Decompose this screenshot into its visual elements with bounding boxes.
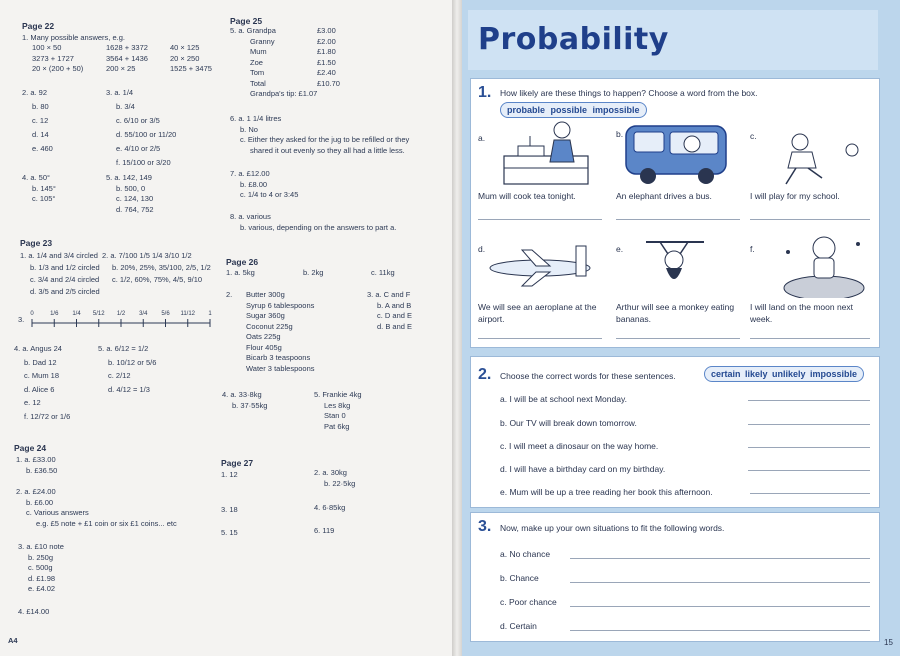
p22-q1-c3-2: 1525 + 3475	[170, 64, 212, 73]
p25-q5-names	[230, 26, 317, 100]
p23-q5-a: 5. a. 6/12 = 1/2	[98, 344, 149, 353]
q2-item-e: e. Mum will be up a tree reading her book this afternoon.	[500, 487, 713, 497]
p26-water: Water 3 tablespoons	[246, 363, 315, 373]
q2-word-box: certain likely unlikely impossible	[704, 366, 864, 382]
q1-answer-line-f[interactable]	[750, 338, 870, 339]
p25-q8	[230, 212, 396, 233]
q1-answer-line-e[interactable]	[616, 338, 740, 339]
p26-q2-num: 2.	[226, 290, 233, 299]
q3-answer-line-d[interactable]	[570, 630, 870, 631]
q2-answer-line-b[interactable]	[748, 424, 870, 425]
p26-stan: Stan 0	[324, 411, 346, 420]
number-line-tick-label: 1/6	[50, 311, 59, 317]
number-line-tick-label: 5/6	[161, 311, 170, 317]
p22-q4-b: b. 145°	[32, 183, 56, 193]
p25-q8-b: b. various, depending on the answers to part a.	[240, 222, 397, 232]
p26-q2	[246, 290, 315, 374]
p25-q7	[230, 169, 298, 201]
p23-q5-d: d. 4/12 = 1/3	[108, 384, 150, 394]
p24-q1-b: b. £36.50	[26, 465, 58, 475]
p25-q5-tom: Tom	[250, 68, 265, 77]
p22-q3-e: e. 4/10 or 2/5	[116, 144, 161, 153]
p26-q1-b: b. 2kg	[303, 268, 324, 277]
q1-caption-c: I will play for my school.	[750, 191, 840, 201]
p23-q1	[20, 250, 100, 298]
book-gutter	[452, 0, 462, 656]
p22-q2-d: d. 14	[32, 130, 49, 139]
p22-q1-col3	[170, 43, 212, 75]
p23-q3-label: 3.	[18, 315, 25, 324]
p24-q4: 4. £14.00	[18, 607, 50, 616]
p23-q4-c: c. Mum 18	[24, 371, 60, 380]
p22-q1-text: 1. Many possible answers, e.g.	[22, 33, 125, 42]
p24-q3-c: c. 500g	[28, 563, 53, 572]
p22-q3-f: f. 15/100 or 3/20	[116, 158, 171, 167]
aeroplane-illustration	[486, 244, 604, 290]
p24-q3-a: 3. a. £10 note	[18, 542, 64, 551]
q2-item-b: b. Our TV will break down tomorrow.	[500, 418, 637, 428]
p22-q1-c1-2: 20 × (200 + 50)	[32, 64, 84, 73]
q1-caption-f: I will land on the moon next week.	[750, 302, 854, 324]
q1-caption-a: Mum will cook tea tonight.	[478, 191, 576, 201]
p23-q1-a: 1. a. 1/4 and 3/4 circled	[20, 251, 98, 260]
p24-q2-a: 2. a. £24.00	[16, 487, 56, 496]
child-football-illustration	[756, 128, 866, 190]
p26-q3	[367, 290, 412, 332]
p25-q5-mum: Mum	[250, 47, 267, 56]
q1-answer-line-b[interactable]	[616, 219, 740, 220]
p22-q1-c2-0: 1628 + 3372	[106, 43, 148, 52]
p27-q3: 3. 18	[221, 505, 238, 514]
q1-instruction: How likely are these things to happen? Choose a word from the box.	[500, 88, 758, 98]
p22-q1-c1-0: 100 × 50	[32, 43, 62, 52]
q3-item-b: b. Chance	[500, 573, 539, 583]
p24-q1	[16, 455, 57, 476]
p26-q5	[314, 390, 362, 432]
q2-number: 2.	[478, 366, 492, 383]
p25-q5-v3: £1.50	[317, 57, 336, 67]
p23-q5-c: c. 2/12	[108, 371, 131, 380]
q1-letter-e: e.	[616, 244, 624, 254]
p27-q5: 5. 15	[221, 528, 238, 537]
p25-q8-a: 8. a. various	[230, 212, 271, 221]
p25-q5-v0: £3.00	[317, 26, 336, 35]
p26-frankie: 5. Frankie 4kg	[314, 390, 362, 399]
p23-q4-e: e. 12	[24, 398, 41, 407]
p25-q5-tip: Grandpa's tip: £1.07	[250, 89, 318, 98]
monkey-banana-illustration	[640, 236, 710, 300]
p23-q2-b: b. 20%, 25%, 35/100, 2/5, 1/2	[112, 263, 211, 272]
page23-heading: Page 23	[20, 238, 53, 248]
p23-q2-c: c. 1/2, 60%, 75%, 4/5, 9/10	[112, 275, 203, 284]
p25-q6-b: b. No	[240, 124, 258, 134]
p26-coconut: Coconut 225g	[246, 321, 293, 331]
p24-q2-b: b. £6.00	[26, 497, 54, 507]
page27-heading: Page 27	[221, 458, 254, 468]
p27-q2-a: 2. a. 30kg	[314, 468, 347, 477]
p26-butter: Butter 300g	[246, 290, 285, 299]
p25-q6	[230, 114, 409, 156]
q3-answer-line-c[interactable]	[570, 606, 870, 607]
p24-q3-d: d. £1.98	[28, 573, 56, 583]
p22-q5-d: d. 764, 752	[116, 204, 154, 214]
p23-q4-d: d. Alice 6	[24, 384, 55, 394]
q3-answer-line-b[interactable]	[570, 582, 870, 583]
p27-q2-b: b. 22·5kg	[324, 478, 356, 488]
p24-q2-eg: e.g. £5 note + £1 coin or six £1 coins... etc	[36, 518, 177, 528]
q1-letter-b: b.	[616, 129, 624, 139]
q2-answer-line-a[interactable]	[748, 400, 870, 401]
p25-q6-a: 6. a. 1 1/4 litres	[230, 114, 282, 123]
p22-q3-c: c. 6/10 or 3/5	[116, 116, 160, 125]
q1-caption-d: We will see an aeroplane at the airport.	[478, 302, 597, 324]
p26-flour: Flour 405g	[246, 342, 282, 352]
p26-bicarb: Bicarb 3 teaspoons	[246, 353, 311, 362]
p27-q2	[314, 468, 355, 489]
p27-q4: 4. 6·85kg	[314, 503, 346, 512]
number-line-tick-label: 1/4	[72, 311, 81, 317]
number-line-tick-label: 3/4	[139, 311, 148, 317]
p24-q1-a: 1. a. £33.00	[16, 455, 56, 464]
q3-instruction: Now, make up your own situations to fit the following words.	[500, 523, 725, 533]
p22-q2-a: 2. a. 92	[22, 88, 48, 97]
p22-q1-c3-1: 20 × 250	[170, 53, 200, 63]
p26-q3-a: 3. a. C and F	[367, 290, 411, 299]
p23-q2	[102, 250, 211, 286]
p23-q1-b: b. 1/3 and 1/2 circled	[30, 263, 100, 272]
p26-q3-d: d. B and E	[377, 321, 413, 331]
q1-number: 1.	[478, 84, 492, 101]
p23-q4-f: f. 12/72 or 1/6	[24, 411, 71, 421]
q1-word-box: probable possible impossible	[500, 102, 647, 118]
p26-q3-b: b. A and B	[377, 300, 412, 310]
number-line-tick-label: 0	[30, 311, 34, 317]
p24-q2-c: c. Various answers	[26, 508, 89, 517]
q1-letter-c: c.	[750, 131, 757, 141]
page22-heading: Page 22	[22, 21, 55, 31]
p25-q6-c: c. Either they asked for the jug to be refilled or they	[240, 135, 410, 144]
number-line-tick-label: 1	[208, 311, 212, 317]
p25-q7-b: b. £8.00	[240, 179, 268, 189]
p23-q5-b: b. 10/12 or 5/6	[108, 357, 157, 367]
q1-caption-b: An elephant drives a bus.	[616, 191, 712, 201]
p26-pat: Pat 6kg	[324, 421, 350, 431]
p23-q1-d: d. 3/5 and 2/5 circled	[30, 287, 100, 296]
p22-q2	[22, 86, 53, 156]
p26-q4	[222, 390, 267, 411]
p22-q2-b: b. 80	[32, 102, 49, 111]
p24-q3-e: e. £4.02	[28, 584, 56, 593]
q1-letter-f: f.	[750, 244, 755, 254]
q2-answer-line-d[interactable]	[748, 470, 870, 471]
p24-q2	[16, 487, 177, 529]
q3-item-d: d. Certain	[500, 621, 537, 631]
p26-q1-c: c. 11kg	[371, 268, 395, 277]
p23-q4-b: b. Dad 12	[24, 357, 57, 367]
p25-q5-v1: £2.00	[317, 36, 336, 46]
p25-q7-a: 7. a. £12.00	[230, 169, 270, 178]
p25-q5-v4: £2.40	[317, 68, 336, 77]
p22-q1-c3-0: 40 × 125	[170, 43, 200, 52]
p22-q4	[22, 173, 56, 205]
q2-answer-line-e[interactable]	[750, 493, 870, 494]
p23-q5	[98, 342, 156, 396]
q1-answer-line-a[interactable]	[478, 219, 602, 220]
p26-sugar: Sugar 360g	[246, 311, 285, 320]
page25-heading: Page 25	[230, 16, 263, 26]
q3-item-a: a. No chance	[500, 549, 551, 559]
astronaut-moon-illustration	[778, 232, 868, 298]
q1-letter-d: d.	[478, 244, 486, 254]
p22-q4-a: 4. a. 50°	[22, 173, 51, 182]
p25-q5-granny: Granny	[250, 36, 275, 46]
p25-q5-grandpa: 5. a. Grandpa	[230, 26, 276, 35]
p22-q5-b: b. 500, 0	[116, 183, 146, 193]
p26-syrup: Syrup 6 tablespoons	[246, 300, 315, 310]
p27-q1: 1. 12	[221, 470, 238, 479]
p25-q6-c2: shared it out evenly so they all had a little less.	[250, 145, 405, 155]
number-line-tick-label: 5/12	[92, 311, 105, 317]
p22-q2-c: c. 12	[32, 116, 49, 125]
q1-letter-a: a.	[478, 133, 486, 143]
p22-q1-c2-1: 3564 + 1436	[106, 53, 148, 63]
p22-q3-d: d. 55/100 or 11/20	[116, 130, 177, 139]
q2-item-a: a. I will be at school next Monday.	[500, 394, 627, 404]
p22-q3-b: b. 3/4	[116, 102, 135, 111]
p26-q3-c: c. D and E	[377, 311, 413, 320]
p22-q3-a: 3. a. 1/4	[106, 88, 134, 97]
p22-q5	[106, 173, 154, 215]
p27-q6: 6. 119	[314, 526, 335, 535]
page-title: Probability	[478, 22, 669, 57]
p22-q1-c1-1: 3273 + 1727	[32, 53, 74, 63]
q2-answer-line-c[interactable]	[748, 447, 870, 448]
p24-q3-b: b. 250g	[28, 552, 54, 562]
number-line	[26, 305, 216, 327]
p23-q1-c: c. 3/4 and 2/4 circled	[30, 275, 100, 284]
p22-q2-e: e. 460	[32, 144, 53, 153]
elephant-bus-illustration	[622, 120, 732, 188]
number-line-tick-label: 11/12	[180, 311, 196, 317]
right-page-number: 15	[884, 638, 893, 647]
q2-item-c: c. I will meet a dinosaur on the way home.	[500, 441, 659, 451]
p22-q1-col2	[106, 43, 148, 75]
p22-q1-col1	[32, 43, 83, 75]
page24-heading: Page 24	[14, 443, 47, 453]
number-line-tick-label: 1/2	[116, 311, 126, 317]
p26-q4-b: b. 37·55kg	[232, 400, 268, 410]
p25-q5-zoe: Zoe	[250, 57, 263, 67]
q3-answer-line-a[interactable]	[570, 558, 870, 559]
p22-q5-c: c. 124, 130	[116, 194, 154, 203]
q2-item-d: d. I will have a birthday card on my birthday.	[500, 464, 666, 474]
p25-q5-values	[317, 26, 340, 89]
p22-q1-c2-2: 200 × 25	[106, 64, 136, 73]
q1-answer-line-c[interactable]	[750, 219, 870, 220]
q2-instruction: Choose the correct words for these sentences.	[500, 371, 676, 381]
p25-q5-v2: £1.80	[317, 47, 336, 56]
p23-q4	[14, 342, 70, 423]
p23-q4-a: 4. a. Angus 24	[14, 344, 62, 353]
q1-answer-line-d[interactable]	[478, 338, 602, 339]
p23-q2-a: 2. a. 7/100 1/5 1/4 3/10 1/2	[102, 251, 192, 260]
p26-q1-a: 1. a. 5kg	[226, 268, 255, 277]
p26-oats: Oats 225g	[246, 332, 281, 341]
p22-q3	[106, 86, 176, 170]
p26-les: Les 8kg	[324, 400, 351, 410]
left-page-number: A4	[8, 636, 18, 645]
p22-q4-c: c. 105°	[32, 194, 56, 203]
p24-q3	[18, 542, 64, 595]
p25-q7-c: c. 1/4 to 4 or 3:45	[240, 190, 299, 199]
q1-caption-e: Arthur will see a monkey eating bananas.	[616, 302, 735, 324]
page26-heading: Page 26	[226, 257, 259, 267]
p25-q5-total: Total	[250, 78, 266, 88]
mum-cooking-illustration	[500, 116, 595, 188]
p26-q4-a: 4. a. 33·8kg	[222, 390, 262, 399]
q3-item-c: c. Poor chance	[500, 597, 557, 607]
q3-number: 3.	[478, 518, 492, 535]
p25-q5-v5: £10.70	[317, 78, 340, 88]
p22-q5-a: 5. a. 142, 149	[106, 173, 152, 182]
